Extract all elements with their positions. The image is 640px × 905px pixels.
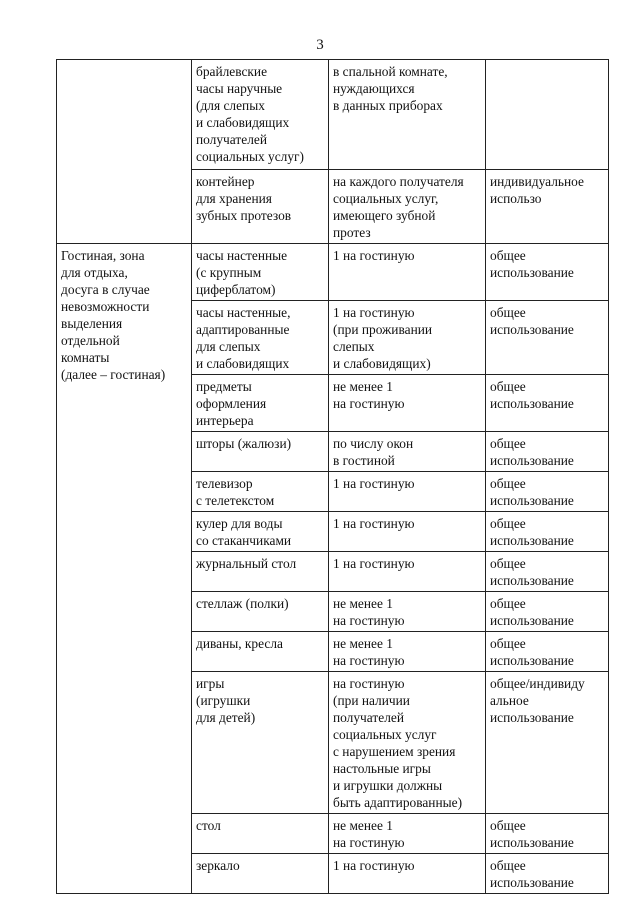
usage-cell: общее использование (486, 632, 609, 672)
item-cell: часы настенные, адаптированные для слепых и слабовидящих (192, 301, 329, 375)
usage-cell: общее использование (486, 432, 609, 472)
item-cell: брайлевские часы наручные (для слепых и слабовидящих получателей социальных услуг) (192, 60, 329, 170)
item-cell: кулер для воды со стаканчиками (192, 512, 329, 552)
item-cell: контейнер для хранения зубных протезов (192, 170, 329, 244)
room-cell-living-room: Гостиная, зона для отдыха, досуга в случае невозможности выделения отдельной комнаты (далее – гостиная) (57, 244, 192, 894)
quantity-cell: на гостиную (при наличии получателей социальных услуг с нарушением зрения настольные игры и игрушки должны быть адаптированные) (329, 672, 486, 814)
usage-cell: общее использование (486, 814, 609, 854)
usage-cell: общее использование (486, 854, 609, 894)
quantity-cell: 1 на гостиную (329, 244, 486, 301)
item-cell: журнальный стол (192, 552, 329, 592)
item-cell: игры (игрушки для детей) (192, 672, 329, 814)
table-row (57, 244, 609, 301)
usage-cell: общее использование (486, 592, 609, 632)
item-cell: диваны, кресла (192, 632, 329, 672)
page-number: 3 (316, 37, 324, 53)
item-cell: шторы (жалюзи) (192, 432, 329, 472)
item-cell: стол (192, 814, 329, 854)
usage-cell: общее использование (486, 244, 609, 301)
item-cell: часы настенные (с крупным циферблатом) (192, 244, 329, 301)
quantity-cell: 1 на гостиную (329, 512, 486, 552)
room-cell-bedroom (57, 60, 192, 244)
quantity-cell: не менее 1 на гостиную (329, 375, 486, 432)
usage-cell: общее использование (486, 301, 609, 375)
usage-cell: индивидуальное использо (486, 170, 609, 244)
item-cell: стеллаж (полки) (192, 592, 329, 632)
quantity-cell: 1 на гостиную (329, 854, 486, 894)
quantity-cell: в спальной комнате, нуждающихся в данных приборах (329, 60, 486, 170)
quantity-cell: не менее 1 на гостиную (329, 814, 486, 854)
item-cell: предметы оформления интерьера (192, 375, 329, 432)
usage-cell: общее использование (486, 512, 609, 552)
table-row (57, 60, 609, 170)
quantity-cell: не менее 1 на гостиную (329, 592, 486, 632)
quantity-cell: по числу окон в гостиной (329, 432, 486, 472)
quantity-cell: не менее 1 на гостиную (329, 632, 486, 672)
usage-cell: общее использование (486, 375, 609, 432)
usage-cell: общее использование (486, 472, 609, 512)
item-cell: телевизор с телетекстом (192, 472, 329, 512)
item-cell: зеркало (192, 854, 329, 894)
usage-cell: общее/индивиду альное использование (486, 672, 609, 814)
facilities-table (56, 59, 609, 894)
quantity-cell: на каждого получателя социальных услуг, имеющего зубной протез (329, 170, 486, 244)
quantity-cell: 1 на гостиную (329, 552, 486, 592)
usage-cell: общее использование (486, 552, 609, 592)
quantity-cell: 1 на гостиную (329, 472, 486, 512)
usage-cell (486, 60, 609, 170)
quantity-cell: 1 на гостиную (при проживании слепых и слабовидящих) (329, 301, 486, 375)
